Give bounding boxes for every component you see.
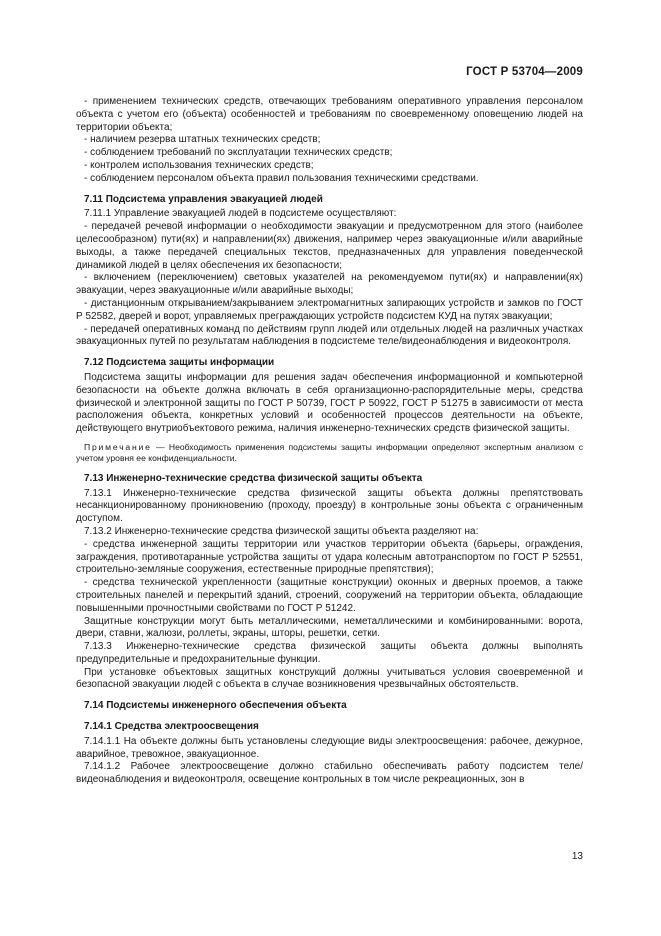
section-heading-7-11: 7.11 Подсистема управления эвакуацией людей bbox=[84, 193, 323, 205]
bullet-light-indicators: - включением (переключением) световых указателей на рекомендуемом пути(ях) и направлении(ях) эвакуации, через эвакуационные и/или аварийные выходы; bbox=[76, 272, 583, 297]
paragraph-7-13-1: 7.13.1 Инженерно-технические средства физической защиты объекта должны препятствовать несанкционированному проникновению (проходу, проезду) в контрольные зоны объекта с ограниченным доступом. bbox=[76, 487, 583, 525]
bullet-technical-strength: - средства технической укрепленности (защитные конструкции) оконных и дверных проемов, а также строительных панелей и перекрытий зданий, строений, сооружений на территории объекта, обладающие повышенными прочностными свойствами по ГОСТ Р 51242. bbox=[76, 577, 583, 614]
note-label: Примечание bbox=[84, 441, 152, 452]
section-heading-7-14: 7.14 Подсистемы инженерного обеспечения объекта bbox=[84, 700, 347, 712]
bullet-remote-locks: - дистанционным открыванием/закрыванием электромагнитных запирающих устройств и замков по ГОСТ Р 52582, дверей и ворот, управляемых преграждающих устройств подсистем КУД на путях эвакуации; bbox=[76, 297, 583, 322]
document-number-header: ГОСТ Р 53704—2009 bbox=[466, 66, 583, 78]
section-heading-7-13: 7.13 Инженерно-технические средства физической защиты объекта bbox=[84, 472, 423, 484]
bullet-speech-info: - передачей речевой информации о необходимости эвакуации и предусмотренном для этого (наиболее целесообразном) пути(ях) и направлении(ях) движения, например через эвакуационные и/или аварийные выходы, а также передачей специальных текстов, предназначенных для управления поведенческой динамикой людей в целях обеспечения их безопасности; bbox=[76, 221, 583, 271]
paragraph-7-12: Подсистема защиты информации для решения задач обеспечения информационной и компьютерной безопасности на объекте должна включать в себя организационно-распорядительные меры, средства физической и электронной защиты по ГОСТ Р 50739, ГОСТ Р 50922, ГОСТ Р 51275 в зависимости от места расположения объекта, конкретных условий и особенностей процессов деятельности на объекте, действующего внутриобъектового режима, наличия инженерно-технических средств физической защиты. bbox=[76, 371, 583, 435]
paragraph-7-13-2: 7.13.2 Инженерно-технические средства физической защиты объекта разделяют на: bbox=[84, 525, 479, 537]
paragraph-7-14-1-1: 7.14.1.1 На объекте должны быть установлены следующие виды электроосвещения: рабочее, дежурное, аварийное, тревожное, эвакуационное. bbox=[76, 735, 583, 760]
note bbox=[76, 442, 583, 465]
bullet-personnel-rules: - соблюдением персоналом объекта правил пользования техническими средствами. bbox=[84, 172, 479, 184]
section-heading-7-12: 7.12 Подсистема защиты информации bbox=[84, 357, 275, 369]
bullet-engineering-protection: - средства инженерной защиты территории или участков территории объекта (барьеры, ограждения, заграждения, противотаранные устройства защиты от удара колесным автотранспортом по ГОСТ Р 52551, строительно-земляные сооружения, естественные природные препятствия); bbox=[76, 538, 583, 576]
paragraph-7-14-1-2: 7.14.1.2 Рабочее электроосвещение должно стабильно обеспечивать работу подсистем теле/видеонаблюдения и видеоконтроля, освещение контрольных в том числе рекреационных, зон в bbox=[76, 761, 583, 786]
section-heading-7-14-1: 7.14.1 Средства электроосвещения bbox=[84, 721, 259, 733]
note-text: — Необходимость применения подсистемы защиты информации определяют экспертным анализом с учетом уровня ее конфиденциальности. bbox=[76, 441, 584, 464]
page-content bbox=[76, 96, 583, 787]
paragraph-evacuation-conditions: При установке объектовых защитных конструкций должны учитываться условия своевременной и безопасной эвакуации людей с объекта в случае возникновения чрезвычайных обстоятельств. bbox=[76, 666, 583, 691]
paragraph-protective-structures: Защитные конструкции могут быть металлическими, неметаллическими и комбинированными: ворота, двери, ставни, жалюзи, роллеты, экраны, шторы, решетки, сетки. bbox=[76, 615, 583, 640]
bullet-technical-means: - применением технических средств, отвечающих требованиям оперативного управления персоналом объекта с учетом его (объекта) особенностей и требованиям по своевременному оповещению людей на территории объекта; bbox=[76, 96, 583, 133]
bullet-usage-control: - контролем использования технических средств; bbox=[84, 159, 314, 171]
paragraph-7-11-1: 7.11.1 Управление эвакуацией людей в подсистеме осуществляют: bbox=[84, 208, 397, 220]
paragraph-7-13-3: 7.13.3 Инженерно-технические средства физической защиты объекта должны выполнять предупредительные и предохранительные функции. bbox=[76, 641, 583, 665]
bullet-operation-requirements: - соблюдением требований по эксплуатации технических средств; bbox=[84, 147, 393, 159]
bullet-reserve: - наличием резерва штатных технических средств; bbox=[84, 134, 321, 146]
bullet-operative-commands: - передачей оперативных команд по действиям групп людей или отдельных людей на различных участках эвакуационных путей по результатам наблюдения в подсистеме теле/видеонаблюдения и видеоконтроля. bbox=[76, 323, 583, 348]
page-number: 13 bbox=[571, 851, 583, 862]
